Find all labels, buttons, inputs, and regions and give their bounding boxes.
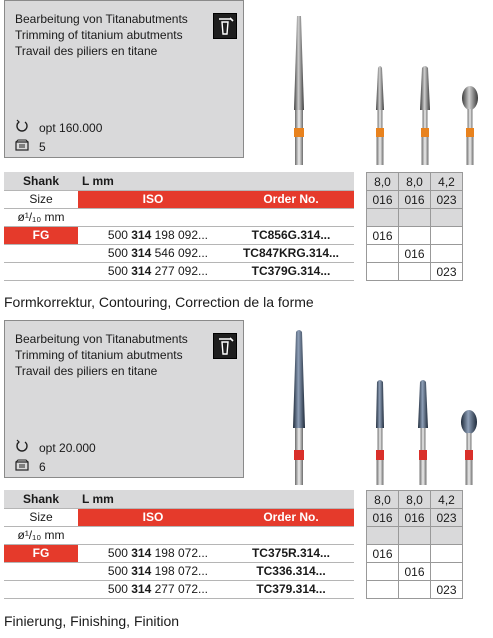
bur-tc847krg — [376, 66, 384, 165]
order-number: TC375R.314... — [228, 544, 354, 562]
empty-cell — [4, 562, 78, 580]
size-cell — [399, 581, 431, 599]
table-row — [4, 262, 354, 280]
size-cell — [367, 245, 399, 263]
size-cell: 023 — [431, 581, 463, 599]
rotation-arrow-icon — [15, 439, 29, 456]
speed-row — [15, 119, 102, 136]
size-cell: 023 — [431, 263, 463, 281]
iso-number: 500 314 198 072... — [78, 562, 228, 580]
length-value: 8,0 — [367, 491, 399, 509]
pack-row — [15, 139, 46, 154]
length-value: 8,0 — [367, 173, 399, 191]
empty-cell — [431, 209, 463, 227]
size-cell: 016 — [367, 227, 399, 245]
package-icon — [15, 459, 29, 474]
speed-value: opt 160.000 — [39, 120, 103, 135]
pack-quantity: 5 — [39, 139, 46, 154]
empty-cell — [4, 262, 78, 280]
empty-cell — [4, 244, 78, 262]
pack-row — [15, 459, 46, 474]
empty-cell — [367, 527, 399, 545]
size-grid — [366, 490, 463, 599]
lmm-label: L mm — [78, 172, 354, 190]
lmm-label: L mm — [78, 490, 354, 508]
bur-tc856g — [294, 16, 304, 165]
bur-tc375r — [293, 330, 305, 485]
speed-value: opt 20.000 — [39, 440, 96, 455]
description-de: Bearbeitung von Titanabutments — [15, 332, 188, 346]
shank-label: Shank — [4, 172, 78, 190]
description — [15, 11, 188, 59]
table-row — [4, 580, 354, 598]
order-number: TC847KRG.314... — [228, 244, 354, 262]
pack-quantity: 6 — [39, 459, 46, 474]
size-value: 016 — [399, 191, 431, 209]
description-fr: Travail des piliers en titane — [15, 44, 158, 58]
size-value: 023 — [431, 509, 463, 527]
bur-images — [262, 330, 490, 485]
titanium-abutment-icon — [213, 333, 237, 359]
iso-header: ISO — [78, 190, 228, 208]
order-header: Order No. — [228, 508, 354, 526]
size-cell — [431, 227, 463, 245]
bur-images — [262, 10, 490, 165]
empty-cell — [4, 580, 78, 598]
fg-label: FG — [4, 226, 78, 244]
iso-header: ISO — [78, 508, 228, 526]
order-number: TC336.314... — [228, 562, 354, 580]
order-table — [4, 490, 354, 599]
size-cell: 016 — [399, 245, 431, 263]
description-fr: Travail des piliers en titane — [15, 364, 158, 378]
iso-number: 500 314 277 072... — [78, 580, 228, 598]
length-value: 4,2 — [431, 491, 463, 509]
order-header: Order No. — [228, 190, 354, 208]
bur-tc336 — [376, 380, 384, 485]
size-cell — [399, 227, 431, 245]
rotation-arrow-icon — [15, 119, 29, 136]
info-box — [4, 320, 244, 478]
bur-tc379g — [420, 66, 430, 165]
size-value: 016 — [367, 191, 399, 209]
size-cell — [431, 545, 463, 563]
speed-row — [15, 439, 96, 456]
shank-label: Shank — [4, 490, 78, 508]
size-cell — [399, 545, 431, 563]
size-cell — [431, 245, 463, 263]
length-value: 8,0 — [399, 491, 431, 509]
titanium-abutment-icon — [213, 13, 237, 39]
size-cell — [431, 563, 463, 581]
size-label: Size — [4, 508, 78, 526]
empty-cell — [399, 527, 431, 545]
product-section-contouring — [0, 0, 493, 310]
info-box — [4, 0, 244, 158]
description-de: Bearbeitung von Titanabutments — [15, 12, 188, 26]
size-cell — [399, 263, 431, 281]
description — [15, 331, 188, 379]
iso-number: 500 314 546 092... — [78, 244, 228, 262]
description-en: Trimming of titanium abutments — [15, 28, 183, 42]
size-cell: 016 — [399, 563, 431, 581]
section-caption: Finierung, Finishing, Finition — [4, 613, 180, 629]
size-cell — [367, 581, 399, 599]
spacer-cell — [228, 526, 354, 544]
length-value: 8,0 — [399, 173, 431, 191]
section-caption: Formkorrektur, Contouring, Correction de la forme — [4, 294, 314, 310]
iso-number: 500 314 198 072... — [78, 544, 228, 562]
table-row — [4, 226, 354, 244]
iso-number: 500 314 198 092... — [78, 226, 228, 244]
empty-cell — [367, 209, 399, 227]
empty-cell — [399, 209, 431, 227]
order-number: TC379G.314... — [228, 262, 354, 280]
size-value: 023 — [431, 191, 463, 209]
bur-egg — [462, 86, 478, 165]
spacer-cell — [78, 526, 228, 544]
length-value: 4,2 — [431, 173, 463, 191]
package-icon — [15, 139, 29, 154]
spacer-cell — [228, 208, 354, 226]
size-cell: 016 — [367, 545, 399, 563]
size-label: Size — [4, 190, 78, 208]
size-cell — [367, 263, 399, 281]
size-value: 016 — [399, 509, 431, 527]
product-section-finishing — [0, 320, 493, 629]
spacer-cell — [78, 208, 228, 226]
table-row — [4, 244, 354, 262]
order-number: TC856G.314... — [228, 226, 354, 244]
empty-cell — [431, 527, 463, 545]
diameter-label: ø¹/₁₀ mm — [4, 526, 78, 544]
description-en: Trimming of titanium abutments — [15, 348, 183, 362]
order-number: TC379.314... — [228, 580, 354, 598]
table-row — [4, 544, 354, 562]
size-grid — [366, 172, 463, 281]
fg-label: FG — [4, 544, 78, 562]
bur-egg — [461, 410, 477, 485]
table-row — [4, 562, 354, 580]
iso-number: 500 314 277 092... — [78, 262, 228, 280]
bur-tc379 — [418, 380, 428, 485]
size-cell — [367, 563, 399, 581]
size-value: 016 — [367, 509, 399, 527]
order-table — [4, 172, 354, 281]
diameter-label: ø¹/₁₀ mm — [4, 208, 78, 226]
